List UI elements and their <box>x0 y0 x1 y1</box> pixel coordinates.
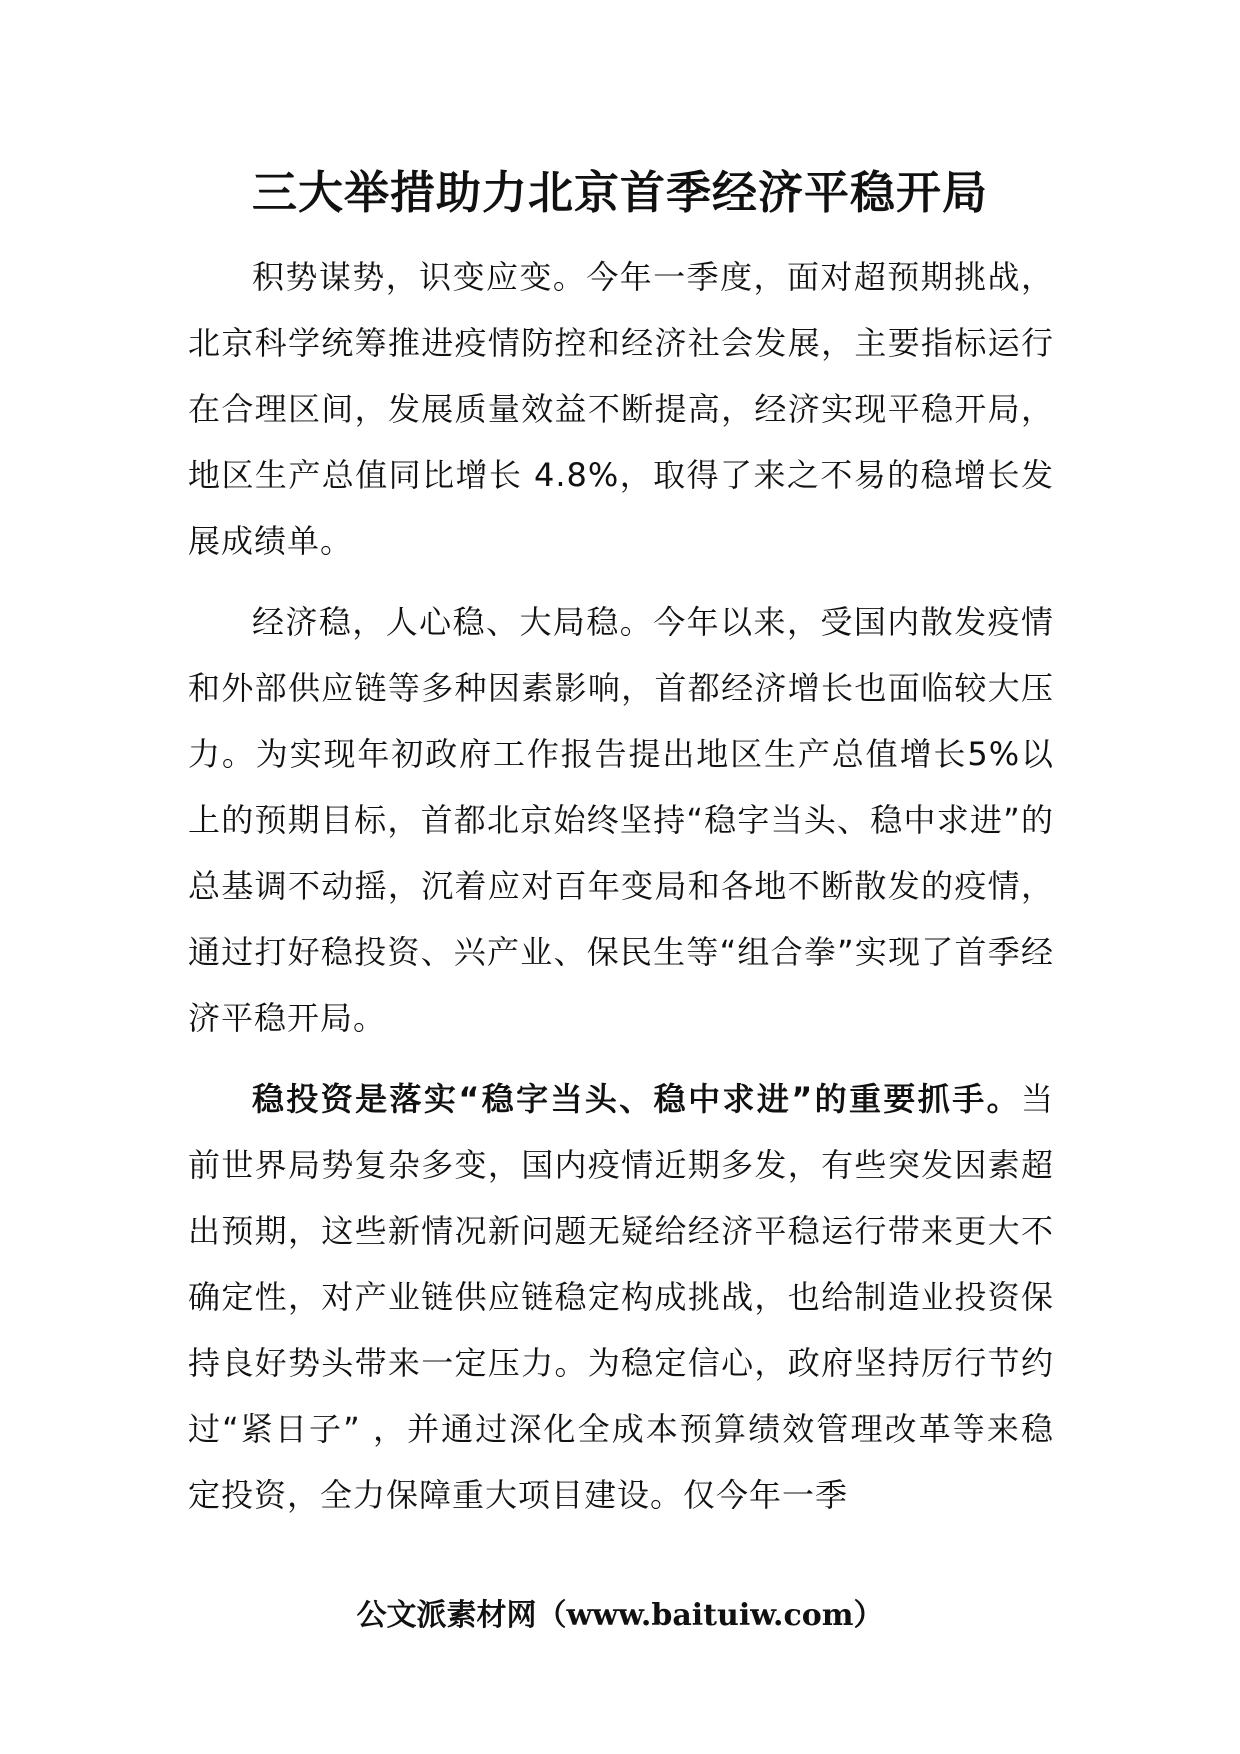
paragraph-3 <box>188 1066 1054 1528</box>
paragraph-1-text: 积势谋势，识变应变。今年一季度，面对超预期挑战，北京科学统筹推进疫情防控和经济社会发展，主要指标运行在合理区间，发展质量效益不断提高，经济实现平稳开局，地区生产总值同比增长 4.8%，取得了来之不易的稳增长发展成绩单。 <box>188 258 1054 560</box>
footer-watermark: 公文派素材网（www.baituiw.com） <box>356 1598 884 1633</box>
paragraph-3-text: 当前世界局势复杂多变，国内疫情近期多发，有些突发因素超出预期，这些新情况新问题无疑给经济平稳运行带来更大不确定性，对产业链供应链稳定构成挑战，也给制造业投资保持良好势头带来一定压力。为稳定信心，政府坚持厉行节约过“紧日子” ，并通过深化全成本预算绩效管理改革等来稳定投资，全力保障重大项目建设。仅今年一季 <box>188 1080 1054 1514</box>
paragraph-2-text: 经济稳，人心稳、大局稳。今年以来，受国内散发疫情和外部供应链等多种因素影响，首都经济增长也面临较大压力。为实现年初政府工作报告提出地区生产总值增长5%以上的预期目标，首都北京始终坚持“稳字当头、稳中求进”的总基调不动摇，沉着应对百年变局和各地不断散发的疫情，通过打好稳投资、兴产业、保民生等“组合拳”实现了首季经济平稳开局。 <box>188 603 1054 1037</box>
paragraph-2 <box>188 589 1054 1051</box>
paragraph-3-lead: 稳投资是落实“稳字当头、稳中求进”的重要抓手。 <box>252 1080 1021 1118</box>
paragraph-1 <box>188 244 1054 574</box>
document-title: 三大举措助力北京首季经济平稳开局 <box>251 166 988 219</box>
